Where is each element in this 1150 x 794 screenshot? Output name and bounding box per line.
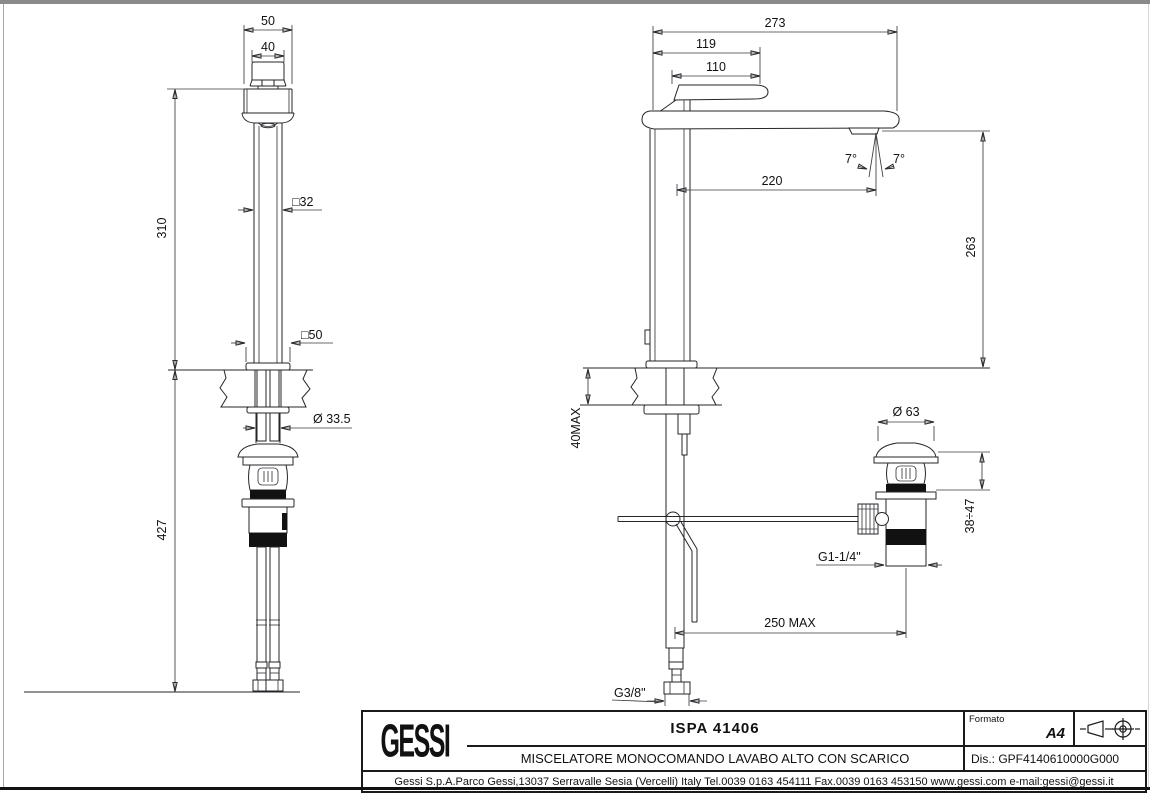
dim-label-220: 220 — [761, 174, 783, 188]
side-faucet-body — [645, 129, 690, 364]
title-block-right — [963, 712, 1145, 770]
side-countertop — [580, 368, 990, 405]
dim-label-40max: 40MAX — [569, 407, 583, 449]
side-handle-lever — [659, 85, 768, 112]
title-block-center — [467, 712, 963, 770]
side-popup-drain — [858, 405, 938, 566]
first-angle-projection-icon — [1079, 717, 1141, 741]
front-popup-drain — [238, 444, 298, 547]
format-cell — [965, 712, 1073, 745]
front-view — [24, 14, 352, 692]
dim-label-273: 273 — [764, 16, 786, 30]
format-label: Formato — [969, 714, 1005, 725]
dim-label-7deg-right: 7° — [893, 152, 905, 166]
dim-label-g114: G1-1/4" — [818, 550, 861, 564]
gessi-logo-text: GESSI — [380, 715, 450, 767]
side-dim-250max — [675, 568, 906, 639]
front-countertop — [168, 370, 313, 407]
side-supply-fitting — [612, 662, 707, 706]
front-base-escutcheon — [246, 363, 290, 443]
projection-symbol-cell — [1073, 712, 1145, 745]
front-dim-shank-dia — [243, 412, 352, 428]
side-mounting — [644, 361, 699, 455]
page-bottom-line — [0, 787, 1150, 790]
dim-label-263: 263 — [964, 236, 978, 258]
dim-label-dia-335: Ø 33.5 — [313, 412, 351, 426]
side-dim-220 — [677, 174, 876, 196]
side-spout — [642, 111, 899, 134]
dim-label-250max: 250 MAX — [764, 616, 816, 630]
front-dim-square-32 — [238, 195, 322, 210]
product-code: ISPA 41406 — [670, 720, 760, 737]
dim-label-7deg-left: 7° — [845, 152, 857, 166]
dim-label-g38: G3/8" — [614, 686, 646, 700]
company-footer: Gessi S.p.A.Parco Gessi,13037 Serravalle Sesia (Vercelli) Italy Tel.0039 0163 454111 Fax.0039 0163 453150 www.gessi.com e-mail:gessi@gessi.it — [363, 770, 1145, 791]
front-supply-hoses — [257, 366, 279, 441]
side-dim-38-47 — [936, 452, 990, 533]
side-dim-dia-63 — [878, 405, 934, 441]
side-dim-40max — [569, 369, 588, 449]
format-row — [965, 712, 1145, 745]
dim-label-427: 427 — [155, 519, 169, 541]
side-dim-110 — [672, 60, 760, 84]
dim-label-50: 50 — [261, 14, 275, 28]
title-block-main-row — [363, 712, 1145, 770]
dim-label-sq50: □50 — [301, 328, 323, 342]
dim-label-3847: 38÷47 — [963, 498, 977, 534]
front-dim-height-310 — [155, 89, 246, 370]
drawing-code: Dis.: GPF4140610000G000 — [965, 745, 1145, 770]
side-dim-263 — [882, 131, 990, 367]
front-faucet-body — [254, 123, 282, 364]
dim-label-40: 40 — [261, 40, 275, 54]
side-view — [569, 16, 990, 706]
format-value: A4 — [1045, 725, 1065, 742]
side-popup-linkage — [618, 512, 862, 622]
front-faucet-head — [242, 62, 294, 128]
dim-label-310: 310 — [155, 217, 169, 239]
side-spray-angle — [845, 133, 905, 196]
dim-label-110: 110 — [706, 60, 726, 74]
title-block — [361, 710, 1147, 793]
front-hoses-lower — [24, 547, 300, 692]
product-description: MISCELATORE MONOCOMANDO LAVABO ALTO CON SCARICO — [520, 751, 910, 766]
dim-label-119: 119 — [696, 37, 716, 51]
gessi-logo — [363, 712, 467, 770]
aerator — [849, 128, 879, 134]
dim-label-dia63: Ø 63 — [892, 405, 920, 419]
front-dim-width-40 — [252, 40, 284, 62]
front-dim-height-427 — [155, 371, 175, 692]
dim-label-sq32: □32 — [292, 195, 314, 209]
